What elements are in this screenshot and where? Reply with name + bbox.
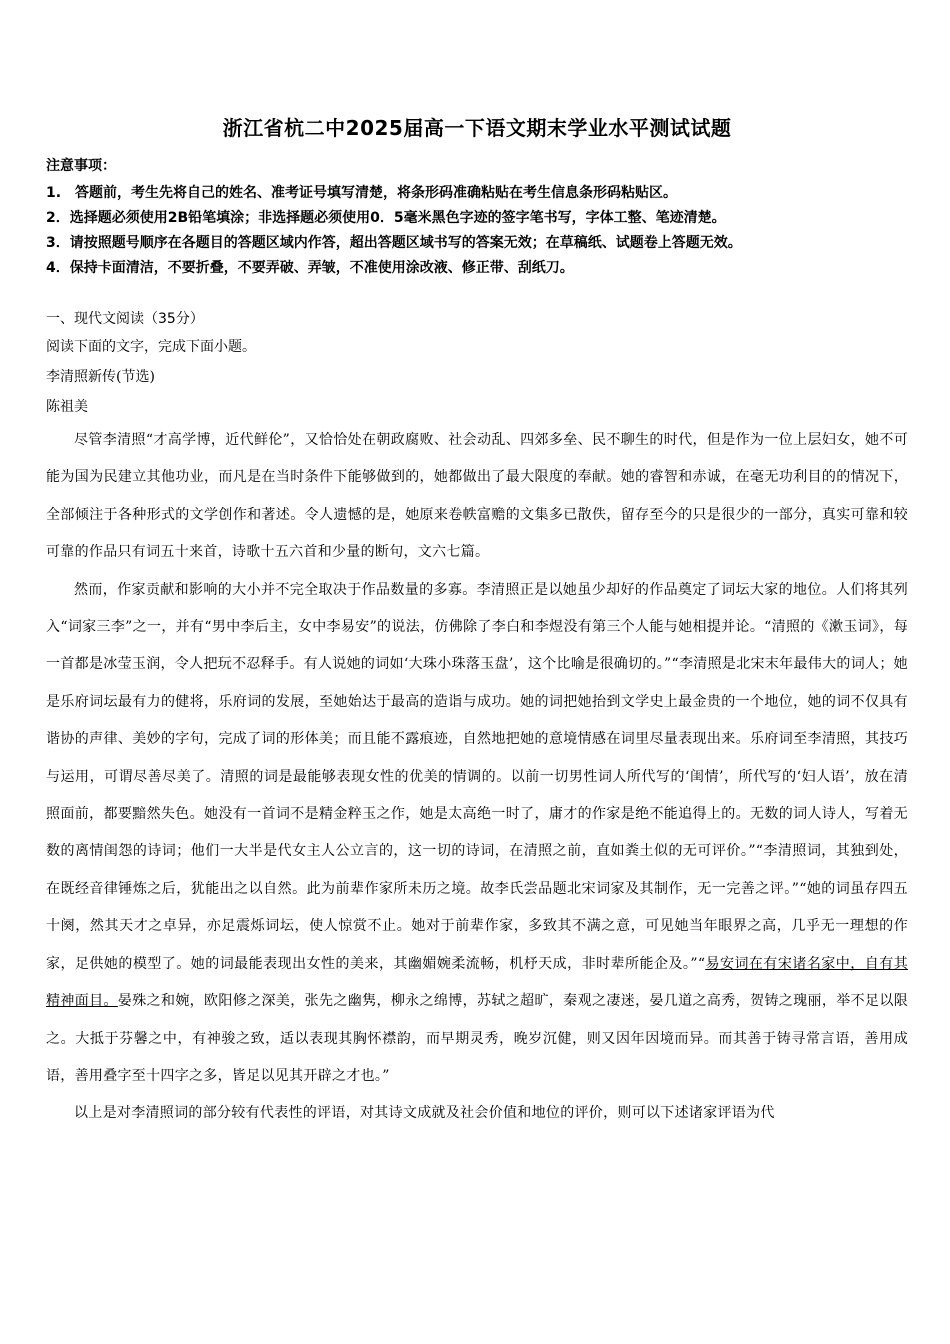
document-title: 浙江省杭二中2025届高一下语文期末学业水平测试试题 — [222, 116, 732, 140]
article-author: 陈祖美 — [46, 399, 88, 415]
notice-item-4: 4．保持卡面清洁，不要折叠，不要弄破、弄皱，不准使用涂改液、修正带、刮纸刀。 — [46, 260, 574, 276]
paragraph-2 — [46, 572, 908, 1096]
paragraph-2-part-b: 晏殊之和婉，欧阳修之深美，张先之幽隽，柳永之绵博，苏轼之超旷，秦观之凄迷，晏几道之高秀，贺铸之瑰丽，举不足以限之。大抵于芬馨之中，有神骏之致，适以表现其胸怀襟韵，而早期灵秀，晚岁沉健，则又因年因境而异。而其善于铸寻常言语，善用成语，善用叠字至十四字之多，皆足以见其开辟之才也。” — [46, 993, 909, 1084]
paragraph-3: 以上是对李清照词的部分较有代表性的评语，对其诗文成就及社会价值和地位的评价，则可以下述诸家评语为代 — [74, 1105, 775, 1122]
paragraph-1: 尽管李清照“才高学博，近代鲜伦”，又恰恰处在朝政腐败、社会动乱、四郊多垒、民不聊生的时代，但是作为一位上层妇女，她不可能为国为民建立其他功业，而凡是在当时条件下能够做到的，她都做出了最大限度的奉献。她的睿智和赤诚，在毫无功利目的的情况下，全部倾注于各种形式的文学创作和著述。令人遗憾的是，她原来卷帙富赡的文集多已散佚，留存至今的只是很少的一部分，真实可靠和较可靠的作品只有词五十来首，诗歌十五六首和少量的断句，文六七篇。 — [46, 432, 908, 561]
paragraph-2-part-a: 然而，作家贡献和影响的大小并不完全取决于作品数量的多寡。李清照正是以她虽少却好的作品奠定了词坛大家的地位。人们将其列入“词家三李”之一，并有“男中李后主，女中李易安”的说法，仿佛除了李白和李煜没有第三个人能与她相提并论。“清照的《漱玉词》，每一首都是冰莹玉润，令人把玩不忍释手。有人说她的词如‘大珠小珠落玉盘’，这个比喻是很确切的。”“李清照是北宋末年最伟大的词人；她是乐府词坛最有力的健将，乐府词的发展，至她始达于最高的造诣与成功。她的词把她抬到文学史上最金贵的一个地位，她的词不仅具有谐协的声律、美妙的字句，完成了词的形体美；而且能不露痕迹，自然地把她的意境情感在词里尽量表现出来。乐府词至李清照，其技巧与运用，可谓尽善尽美了。清照的词是最能够表现女性的优美的情调的。以前一切男性词人所代写的‘闺情’，所代写的‘妇人语’，放在清照面前，都要黯然失色。她没有一首词不是精金粹玉之作，她是太高绝一时了，庸才的作家是绝不能追得上的。无数的词人诗人，写着无数的离情闺怨的诗词；他们一大半是代女主人公立言的，这一切的诗词，在清照之前，直如粪土似的无可评价。”“李清照词，其独到处，在既经音律锤炼之后，犹能出之以自然。此为前辈作家所未历之境。故李氏尝品题北宋词家及其制作，无一完善之评。”“她的词虽存四五十阕，然其天才之卓异，亦足震烁词坛，使人惊赏不止。她对于前辈作家，多致其不满之意，可见她当年眼界之高，几乎无一理想的作家，足供她的模型了。她的词最能表现出女性的美来，其幽媚婉柔流畅，机杼天成，非时辈所能企及。”“ — [46, 581, 908, 972]
reading-instruction: 阅读下面的文字，完成下面小题。 — [46, 339, 256, 355]
document-page — [46, 112, 908, 1133]
notice-block — [46, 155, 908, 281]
notice-item-3: 3．请按照题号顺序在各题目的答题区域内作答，超出答题区域书写的答案无效；在草稿纸、试题卷上答题无效。 — [46, 235, 742, 251]
notice-item-1: 1. 答题前，考生先将自己的姓名、准考证号填写清楚，将条形码准确粘贴在考生信息条形码粘贴区。 — [46, 185, 678, 201]
section-heading: 一、现代文阅读（35分） — [46, 311, 204, 327]
notice-heading: 注意事项： — [46, 158, 116, 174]
article-title: 李清照新传(节选) — [46, 369, 155, 385]
underlined-sentence: 易安词在有宋诸名家中，自有其精神面目。 — [46, 955, 908, 1010]
notice-item-2: 2．选择题必须使用2B铅笔填涂；非选择题必须使用0．5毫米黑色字迹的签字笔书写，字体工整、笔迹清楚。 — [46, 210, 726, 226]
